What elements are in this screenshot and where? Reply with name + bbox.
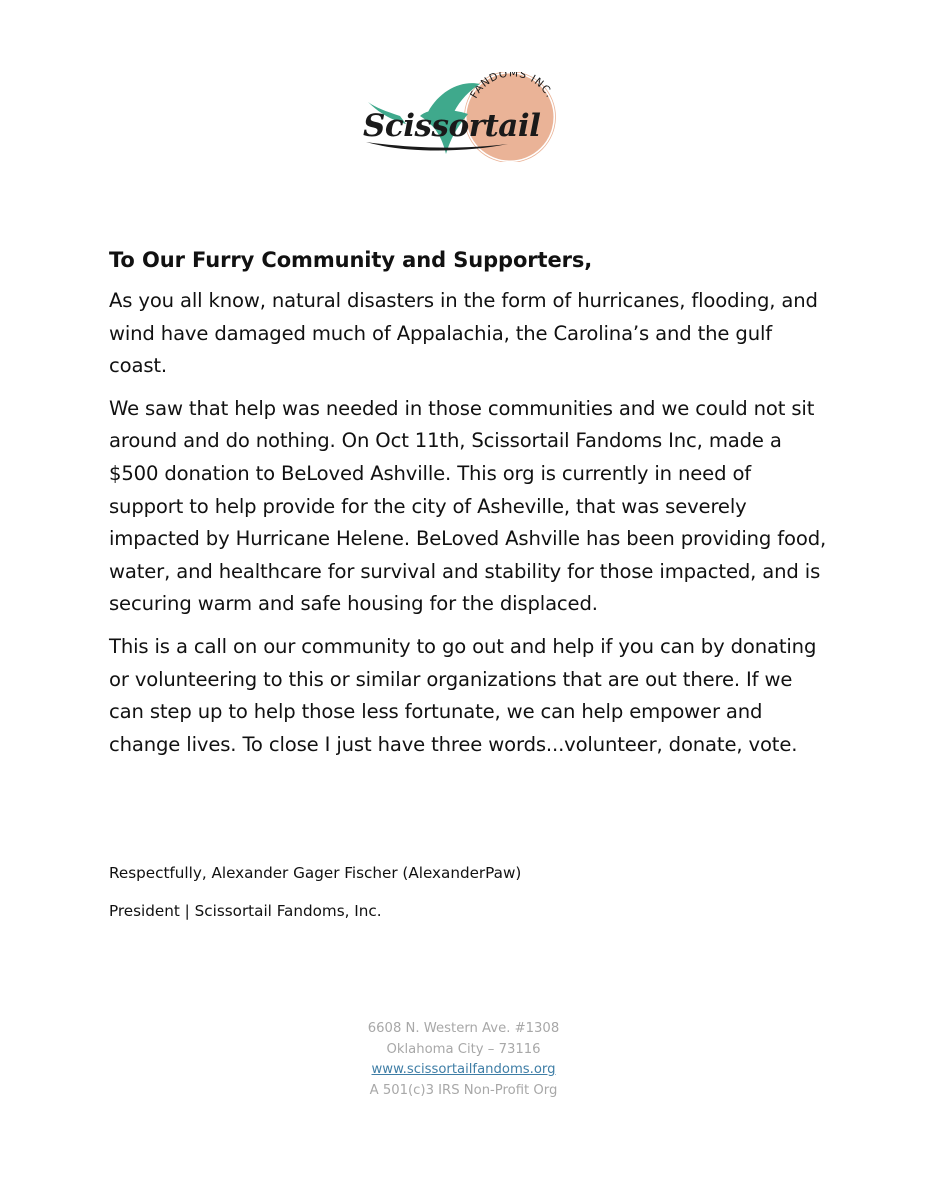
letter-body xyxy=(109,243,829,771)
organization-logo xyxy=(358,72,563,162)
paragraph-disasters: As you all know, natural disasters in the form of hurricanes, flooding, and wind have damaged much of Appalachia, the Carolina’s and the gulf coast. xyxy=(109,289,818,378)
salutation: To Our Furry Community and Supporters, xyxy=(109,248,593,272)
footer-nonprofit-status: A 501(c)3 IRS Non-Profit Org xyxy=(369,1082,558,1098)
letterhead-footer xyxy=(0,1019,927,1101)
paragraph-call-to-action: This is a call on our community to go out and help if you can by donating or volunteering to this or similar organizations that are out there. If we can step up to help those less fortunate, we can help empower and change lives. To close I just have three words...volunteer, donate, vote. xyxy=(109,634,817,756)
paragraph-donation: We saw that help was needed in those communities and we could not sit around and do nothing. On Oct 11th, Scissortail Fandoms Inc, made a $500 donation to BeLoved Ashville. This org is currently in need of support to help provide for the city of Asheville, that was severely impacted by Hurricane Helene. BeLoved Ashville has been providing food, water, and healthcare for survival and stability for those impacted, and is securing warm and safe housing for the displaced. xyxy=(109,396,827,616)
signature-title: President | Scissortail Fandoms, Inc. xyxy=(109,902,382,920)
scissortail-bird-logo xyxy=(358,72,563,162)
logo-wordmark: Scissortail xyxy=(363,108,541,144)
signature-closing: Respectfully, Alexander Gager Fischer (AlexanderPaw) xyxy=(109,864,522,882)
footer-website-link[interactable]: www.scissortailfandoms.org xyxy=(371,1062,556,1077)
signature-block xyxy=(109,860,521,936)
footer-city: Oklahoma City – 73116 xyxy=(386,1041,541,1057)
logo-ring-text: FANDOMS INC. xyxy=(468,72,556,101)
footer-address: 6608 N. Western Ave. #1308 xyxy=(367,1021,560,1036)
